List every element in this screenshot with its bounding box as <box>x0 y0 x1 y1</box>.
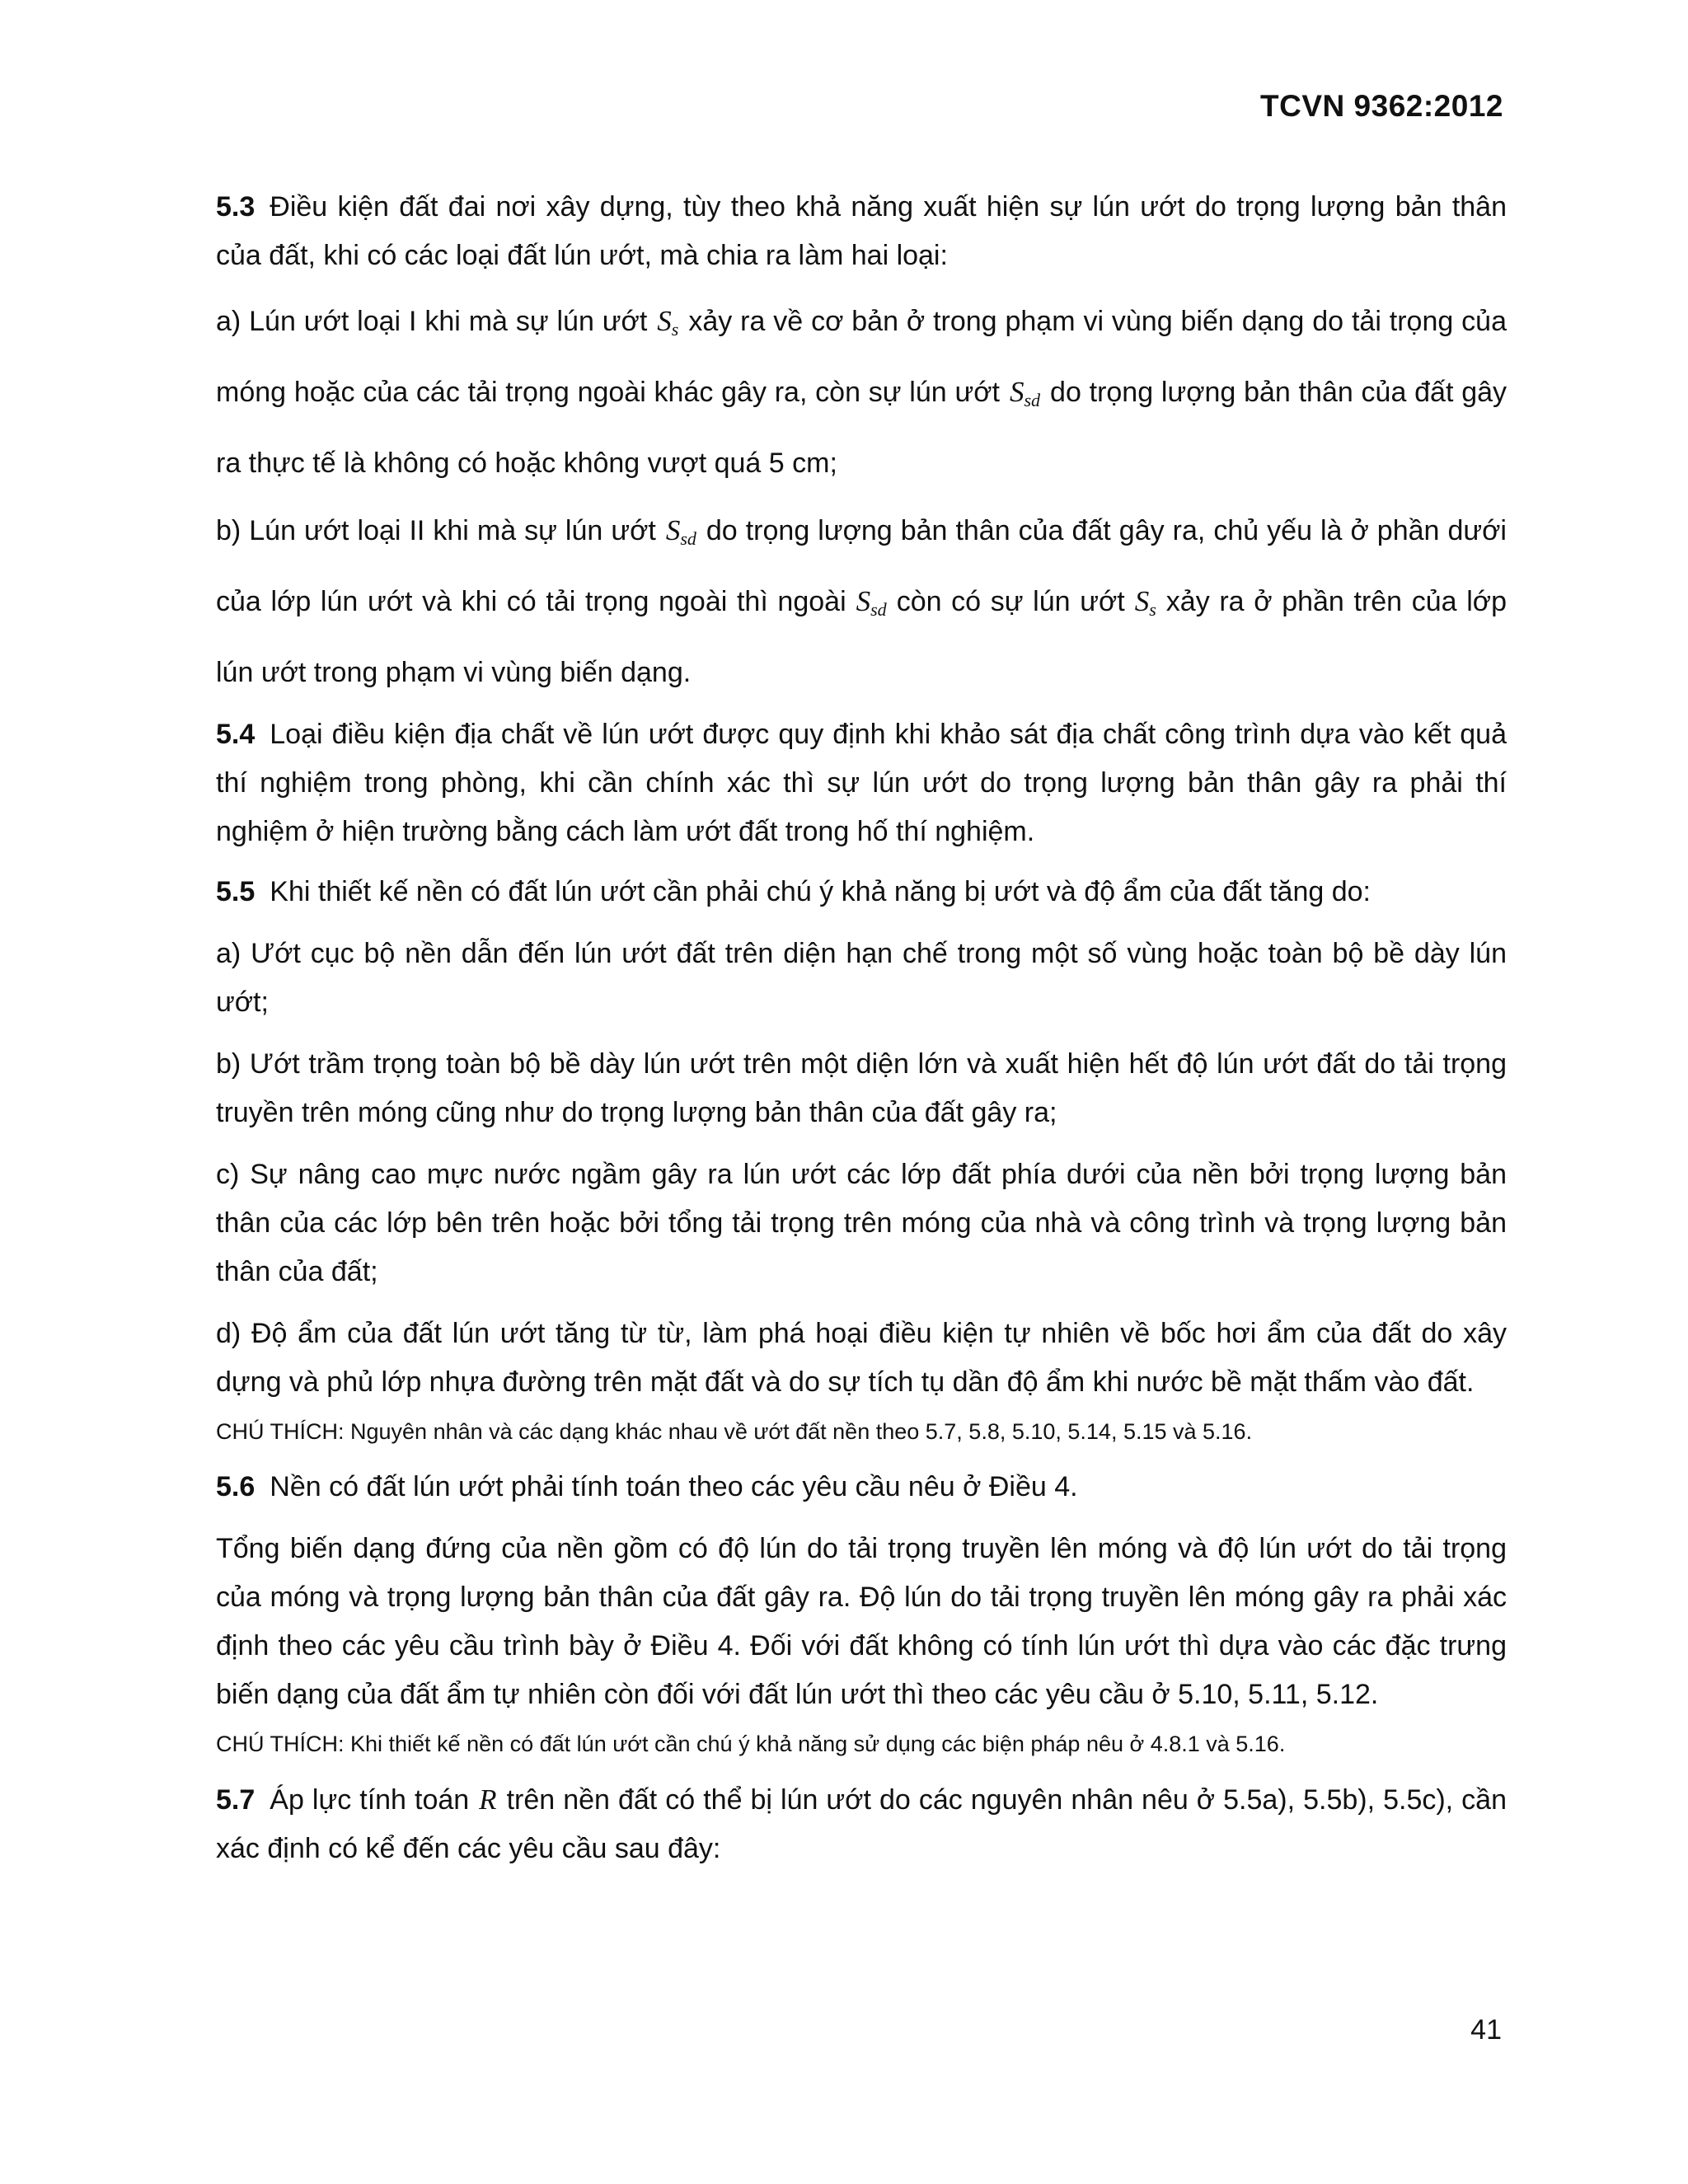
item-text: còn có sự lún ướt <box>896 586 1125 617</box>
paragraph-text: Khi thiết kế nền có đất lún ướt cần phải chú ý khả năng bị ướt và độ ẩm của đất tăng do: <box>270 876 1371 907</box>
math-symbol-ss: $S_s$ <box>657 305 679 340</box>
math-symbol-ssd: $S_{sd}$ <box>1009 376 1041 410</box>
item-5-5-b: b) Ướt trầm trọng toàn bộ bề dày lún ướt trên một diện lớn và xuất hiện hết độ lún ướt đất do tải trọng truyền trên móng cũng như do trọng lượng bản thân của đất gây ra; <box>216 1048 1507 1128</box>
section-number: 5.7 <box>216 1784 256 1816</box>
paragraph-text: Nền có đất lún ướt phải tính toán theo các yêu cầu nêu ở Điều 4. <box>270 1471 1078 1502</box>
section-number: 5.3 <box>216 191 256 223</box>
page-number: 41 <box>1470 2014 1502 2046</box>
section-number: 5.6 <box>216 1471 256 1502</box>
item-text: b) Lún ướt loại II khi mà sự lún ướt <box>216 515 656 546</box>
item-5-3-b <box>216 499 1507 704</box>
item-5-5-c: c) Sự nâng cao mực nước ngầm gây ra lún ướt các lớp đất phía dưới của nền bởi trọng lượng bản thân của các lớp bên trên hoặc bởi tổng tải trọng trên móng của nhà và công trình và trọng lượng bản thân của đất; <box>216 1159 1507 1287</box>
math-symbol-ss: $S_s$ <box>1134 585 1156 620</box>
item-text: do trọng lượng bản thân của đất gây ra thực tế là không có hoặc không vượt quá 5 cm; <box>216 377 1507 479</box>
section-number: 5.5 <box>216 876 256 907</box>
item-text: xảy ra về cơ bản ở trong phạm vi vùng biến dạng do tải trọng của móng hoặc của các tải trọng ngoài khác gây ra, còn sự lún ướt <box>216 306 1507 408</box>
paragraph-text: trên nền đất có thể bị lún ướt do các nguyên nhân nêu ở 5.5a), 5.5b), 5.5c), cần xác định có kể đến các yêu cầu sau đây: <box>216 1784 1507 1864</box>
paragraph-5-6-body: Tổng biến dạng đứng của nền gồm có độ lún do tải trọng truyền lên móng và độ lún ướt do tải trọng của móng và trọng lượng bản thân của đất gây ra. Độ lún do tải trọng truyền lên móng gây ra phải xác định theo các yêu cầu trình bày ở Điều 4. Đối với đất không có tính lún ướt thì dựa vào các đặc trưng biến dạng của đất ẩm tự nhiên còn đối với đất lún ướt thì theo các yêu cầu ở 5.10, 5.11, 5.12. <box>216 1533 1507 1710</box>
item-text: xảy ra ở phần trên của lớp lún ướt trong phạm vi vùng biến dạng. <box>216 586 1507 688</box>
math-symbol-ssd: $S_{sd}$ <box>856 585 887 620</box>
note-5-5: CHÚ THÍCH: Nguyên nhân và các dạng khác nhau về ướt đất nền theo 5.7, 5.8, 5.10, 5.14, 5.15 và 5.16. <box>216 1419 1253 1444</box>
paragraph-text: Áp lực tính toán <box>270 1784 470 1816</box>
paragraph-5-6 <box>216 1463 1507 1511</box>
item-5-5-a: a) Ướt cục bộ nền dẫn đến lún ướt đất trên diện hạn chế trong một số vùng hoặc toàn bộ bề dày lún ướt; <box>216 938 1507 1018</box>
item-5-5-d: d) Độ ẩm của đất lún ướt tăng từ từ, làm phá hoại điều kiện tự nhiên về bốc hơi ẩm của đất do xây dựng và phủ lớp nhựa đường trên mặt đất và do sự tích tụ dần độ ẩm khi nước bề mặt thấm vào đất. <box>216 1318 1507 1398</box>
paragraph-5-5 <box>216 868 1507 916</box>
math-symbol-ssd: $S_{sd}$ <box>665 514 696 549</box>
math-symbol-r: R <box>479 1783 497 1816</box>
item-5-3-a <box>216 290 1507 494</box>
paragraph-5-7 <box>216 1775 1507 1873</box>
item-text: a) Lún ướt loại I khi mà sự lún ướt <box>216 306 648 337</box>
section-number: 5.4 <box>216 719 256 750</box>
item-text: do trọng lượng bản thân của đất gây ra, chủ yếu là ở phần dưới của lớp lún ướt và khi có tải trọng ngoài thì ngoài <box>216 515 1507 617</box>
document-header: TCVN 9362:2012 <box>1260 89 1503 123</box>
note-5-6: CHÚ THÍCH: Khi thiết kế nền có đất lún ướt cần chú ý khả năng sử dụng các biện pháp nêu ở 4.8.1 và 5.16. <box>216 1732 1286 1756</box>
paragraph-text: Loại điều kiện địa chất về lún ướt được quy định khi khảo sát địa chất công trình dựa vào kết quả thí nghiệm trong phòng, khi cần chính xác thì sự lún ướt do trọng lượng bản thân gây ra phải thí nghiệm ở hiện trường bằng cách làm ướt đất trong hố thí nghiệm. <box>216 719 1507 847</box>
paragraph-5-4 <box>216 710 1507 856</box>
paragraph-5-3 <box>216 183 1507 280</box>
paragraph-text: Điều kiện đất đai nơi xây dựng, tùy theo khả năng xuất hiện sự lún ướt do trọng lượng bản thân của đất, khi có các loại đất lún ướt, mà chia ra làm hai loại: <box>216 191 1507 271</box>
document-body <box>216 183 1507 1873</box>
